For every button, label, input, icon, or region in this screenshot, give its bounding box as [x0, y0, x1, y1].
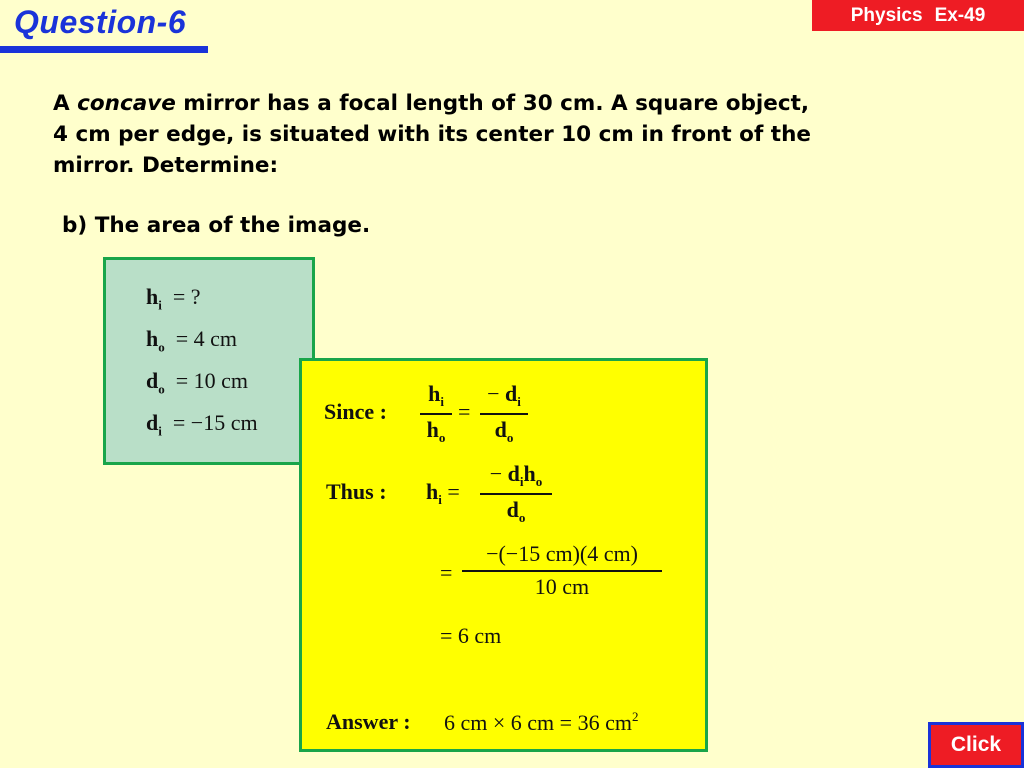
answer-label: Answer :	[326, 709, 411, 734]
given-value: = −15 cm	[172, 410, 258, 435]
given-sub: i	[158, 423, 162, 439]
header-badge	[812, 0, 1024, 31]
given-row	[146, 326, 237, 355]
given-row	[146, 368, 248, 397]
question-part-b: b) The area of the image.	[62, 213, 371, 238]
given-sub: o	[158, 381, 165, 397]
question-line-2: 4 cm per edge, is situated with its center 10 cm in front of the	[53, 122, 811, 147]
thus-label: Thus :	[326, 479, 387, 504]
answer-expression: 6 cm × 6 cm = 36 cm	[444, 710, 632, 735]
result-hi: = 6 cm	[440, 623, 502, 648]
fraction-substituted	[462, 541, 662, 600]
given-sub: o	[158, 339, 165, 355]
substituted-denominator: 10 cm	[534, 573, 590, 599]
answer-exponent: 2	[631, 709, 639, 724]
question-line-1-rest: mirror has a focal length of 30 cm. A square object,	[175, 91, 810, 116]
equals-sign: =	[440, 560, 453, 585]
badge-subject: Physics	[850, 4, 923, 26]
title-underline	[0, 46, 208, 53]
question-line-3: mirror. Determine:	[53, 153, 279, 178]
page-title: Question-6	[14, 4, 187, 40]
answer-value	[444, 709, 638, 736]
given-values-box	[103, 257, 315, 465]
given-var: d	[146, 368, 159, 393]
question-text	[53, 88, 973, 181]
substituted-numerator: −(−15 cm)(4 cm)	[486, 541, 638, 566]
given-sub: i	[158, 297, 162, 313]
given-row	[146, 410, 258, 439]
given-var: h	[146, 326, 159, 351]
fraction-hi-over-ho: $h_i$ $h_o$	[420, 381, 452, 446]
badge-code: Ex-49	[934, 4, 986, 26]
since-label: Since :	[324, 399, 387, 424]
question-emphasis: concave	[77, 91, 176, 116]
given-value: = 4 cm	[175, 326, 238, 351]
question-line-1-prefix: A	[53, 91, 78, 116]
fraction-neg-di-over-do: − $d_i$ $d_o$	[480, 381, 528, 446]
given-value: = 10 cm	[175, 368, 249, 393]
click-button[interactable]: Click	[928, 722, 1024, 768]
given-value: = ?	[172, 284, 201, 309]
equals-sign: =	[458, 399, 471, 424]
solution-box	[299, 358, 708, 752]
fraction-di-ho-over-do: − $d_ih_o$ $d_o$	[480, 461, 552, 526]
given-var: d	[146, 410, 159, 435]
given-var: h	[146, 284, 159, 309]
question-line-1	[53, 88, 973, 119]
given-row	[146, 284, 201, 313]
hi-symbol: $h_i$ =	[426, 479, 460, 507]
